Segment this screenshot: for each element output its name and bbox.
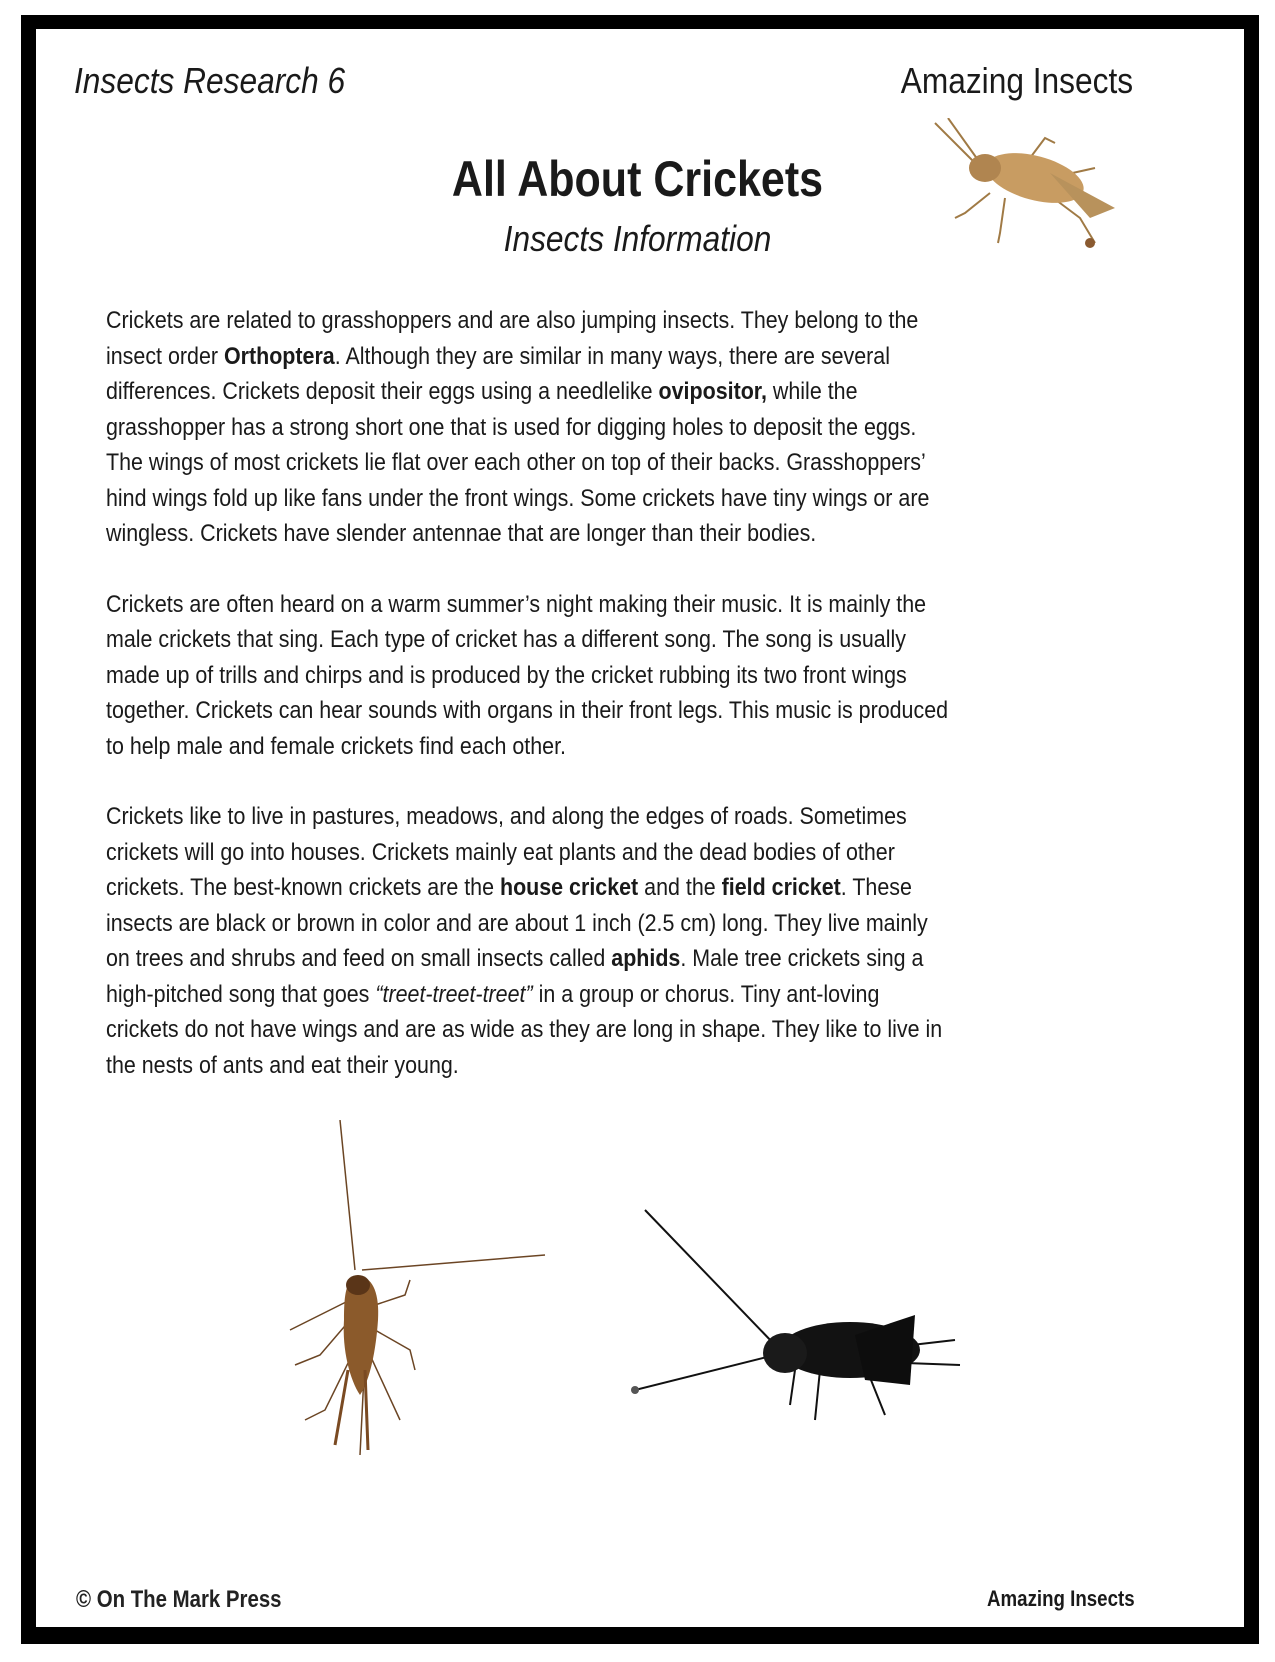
- text-run: insects are black or brown in color and are about 1 inch (2.5 cm) long. They live mainly: [106, 909, 928, 937]
- text-run: to help male and female crickets find each other.: [106, 732, 566, 760]
- bold-term: aphids: [611, 945, 681, 972]
- text-run: insect order: [106, 342, 224, 370]
- text-run: . Male tree crickets sing a: [680, 945, 924, 972]
- text-line: [106, 481, 948, 517]
- text-run: . Although they are similar in many ways, there are several: [334, 342, 890, 370]
- text-run: high-pitched song that goes: [106, 980, 376, 1008]
- text-line: [106, 906, 948, 942]
- text-run: on trees and shrubs and feed on small insects called: [106, 945, 612, 972]
- text-run: . These: [840, 874, 912, 901]
- text-line: [106, 516, 948, 552]
- text-run: made up of trills and chirps and is produced by the cricket rubbing its two front wings: [106, 661, 907, 689]
- text-run: hind wings fold up like fans under the front wings. Some crickets have tiny wings or are: [106, 484, 930, 512]
- bold-term: house cricket: [499, 874, 639, 901]
- page-title: All About Crickets: [451, 151, 824, 207]
- header-book-title: Amazing Insects: [900, 60, 1133, 101]
- paragraph: [106, 587, 1068, 765]
- text-line: [106, 622, 948, 658]
- text-line: [106, 1048, 948, 1084]
- text-line: [106, 941, 948, 977]
- bold-term: ovipositor,: [658, 378, 767, 405]
- text-line: [106, 693, 948, 729]
- footer-copyright: © On The Mark Press: [76, 1586, 282, 1613]
- text-line: [106, 977, 948, 1013]
- paragraph: [106, 799, 1068, 1083]
- italic-text: “treet-treet-treet”: [375, 980, 533, 1008]
- text-line: [106, 587, 948, 623]
- text-line: [106, 445, 948, 481]
- text-run: Crickets are related to grasshoppers and are also jumping insects. They belong to the: [106, 307, 919, 334]
- paragraph: [106, 303, 1068, 552]
- cricket-image-tan: [930, 118, 1140, 253]
- text-line: [106, 303, 948, 339]
- footer-book-title: Amazing Insects: [987, 1586, 1135, 1611]
- header-series-title: Insects Research 6: [74, 60, 346, 101]
- text-run: differences. Crickets deposit their eggs using a needlelike: [106, 378, 659, 405]
- text-run: Crickets are often heard on a warm summer’s night making their music. It is mainly the: [106, 590, 927, 618]
- text-run: together. Crickets can hear sounds with organs in their front legs. This music is produced: [106, 697, 949, 724]
- text-line: [106, 835, 948, 871]
- text-run: crickets. The best-known crickets are the: [106, 874, 500, 901]
- text-line: [106, 410, 948, 446]
- text-line: [106, 374, 948, 410]
- text-line: [106, 870, 948, 906]
- text-run: crickets do not have wings and are as wide as they are long in shape. They like to live in: [106, 1016, 943, 1043]
- text-run: and the: [638, 874, 722, 901]
- text-run: grasshopper has a strong short one that is used for digging holes to deposit the eggs.: [106, 413, 917, 441]
- page-subtitle: Insects Information: [503, 218, 772, 259]
- text-run: in a group or chorus. Tiny ant-loving: [532, 980, 880, 1008]
- text-run: wingless. Crickets have slender antennae that are longer than their bodies.: [106, 520, 817, 547]
- text-run: The wings of most crickets lie flat over each other on top of their backs. Grasshoppers’: [106, 449, 926, 476]
- cricket-image-brown: [280, 1120, 550, 1480]
- text-run: crickets will go into houses. Crickets mainly eat plants and the dead bodies of other: [106, 838, 895, 866]
- text-line: [106, 339, 948, 375]
- text-run: male crickets that sing. Each type of cricket has a different song. The song is usually: [106, 626, 906, 653]
- text-line: [106, 1012, 948, 1048]
- text-line: [106, 729, 948, 765]
- text-run: Crickets like to live in pastures, meadows, and along the edges of roads. Sometimes: [106, 803, 907, 830]
- article-body: [106, 303, 1068, 1118]
- text-line: [106, 799, 948, 835]
- bold-term: field cricket: [721, 874, 841, 901]
- text-run: while the: [766, 378, 858, 405]
- cricket-image-black: [625, 1205, 985, 1435]
- bold-term: Orthoptera: [223, 342, 335, 370]
- text-line: [106, 658, 948, 694]
- text-run: the nests of ants and eat their young.: [106, 1051, 459, 1079]
